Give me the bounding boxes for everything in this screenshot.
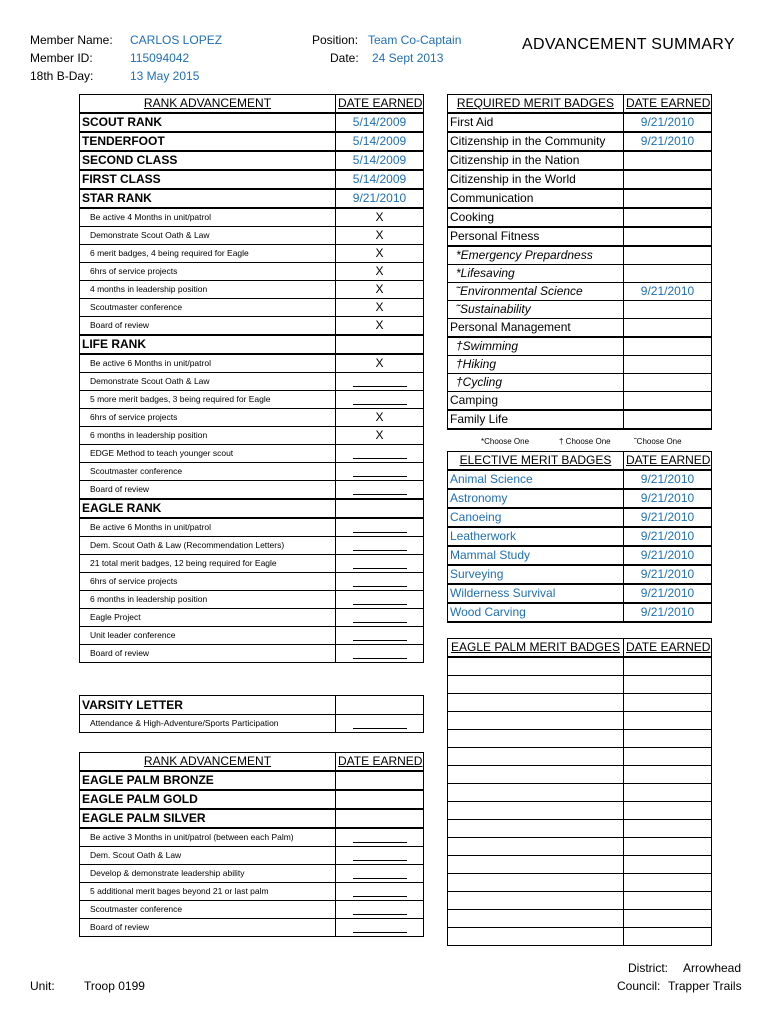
star-req-label: 4 months in leadership position <box>80 281 336 299</box>
palm-badge-date[interactable] <box>624 748 712 766</box>
blank-line <box>353 522 407 533</box>
blank-line <box>353 376 407 387</box>
date-col-header: DATE EARNED <box>336 95 424 114</box>
required-badge-date[interactable] <box>624 265 712 283</box>
palm-badge-date[interactable] <box>624 657 712 676</box>
star-req-label: Be active 4 Months in unit/patrol <box>80 208 336 227</box>
palm-badge-label[interactable] <box>448 910 624 928</box>
palm-badge-date[interactable] <box>624 838 712 856</box>
palm-badge-date[interactable] <box>624 766 712 784</box>
unit-label: Unit: <box>30 979 55 993</box>
eagle-req-label: Eagle Project <box>80 609 336 627</box>
elective-badge-label: Wilderness Survival <box>448 584 624 603</box>
varsity-letter-blank[interactable] <box>336 715 424 733</box>
rank-row-date[interactable]: 5/14/2009 <box>336 170 424 189</box>
required-badge-label: Citizenship in the World <box>448 170 624 189</box>
palm-badge-label[interactable] <box>448 802 624 820</box>
palm-badge-date[interactable] <box>624 712 712 730</box>
palm-badge-date[interactable] <box>624 928 712 946</box>
star-req-mark[interactable]: X <box>336 317 424 336</box>
blank-line <box>353 648 407 659</box>
required-badge-label: *Lifesaving <box>448 265 624 283</box>
life-req-mark[interactable]: X <box>336 409 424 427</box>
eagle-req-blank[interactable] <box>336 627 424 645</box>
elective-badge-label: Canoeing <box>448 508 624 527</box>
elective-badge-date[interactable]: 9/21/2010 <box>624 489 712 508</box>
birthday-label: 18th B-Day: <box>30 69 94 83</box>
required-date-col-header: DATE EARNED <box>624 95 712 114</box>
choose-note-dagger: † Choose One <box>559 437 611 446</box>
member-name-label: Member Name: <box>30 33 113 47</box>
required-badge-date[interactable] <box>624 246 712 265</box>
member-name-value: CARLOS LOPEZ <box>130 33 223 47</box>
choose-note-star: *Choose One <box>481 437 530 446</box>
palm-rank-label: EAGLE PALM SILVER <box>80 809 336 828</box>
member-id-label: Member ID: <box>30 51 93 65</box>
eagle-palm-merit-badges-table <box>447 638 712 946</box>
blank-line <box>353 576 407 587</box>
required-badge-date[interactable] <box>624 170 712 189</box>
blank-line <box>353 832 407 843</box>
required-badge-label: *Emergency Prepardness <box>448 246 624 265</box>
elective-badge-date[interactable]: 9/21/2010 <box>624 508 712 527</box>
required-badge-label: Personal Fitness <box>448 227 624 246</box>
palm-req-label: Be active 3 Months in unit/patrol (between each Palm) <box>80 828 336 847</box>
required-badge-date[interactable] <box>624 227 712 246</box>
life-req-label: Board of review <box>80 481 336 500</box>
palm-badge-label[interactable] <box>448 748 624 766</box>
eagle-req-blank[interactable] <box>336 609 424 627</box>
star-req-mark[interactable]: X <box>336 227 424 245</box>
rank-row-label: TENDERFOOT <box>80 132 336 151</box>
blank-line <box>353 922 407 933</box>
palm-badge-label[interactable] <box>448 694 624 712</box>
elective-badge-label: Animal Science <box>448 470 624 489</box>
elective-col-header: ELECTIVE MERIT BADGES <box>448 452 624 471</box>
required-badge-date[interactable] <box>624 301 712 319</box>
eagle-req-label: Dem. Scout Oath & Law (Recommendation Letters) <box>80 537 336 555</box>
blank-line <box>353 394 407 405</box>
rank-row-label: STAR RANK <box>80 189 336 208</box>
palm-req-label: Board of review <box>80 919 336 937</box>
eagle-req-blank[interactable] <box>336 591 424 609</box>
elective-badge-date[interactable]: 9/21/2010 <box>624 565 712 584</box>
position-value: Team Co-Captain <box>368 33 462 47</box>
palm-badge-date[interactable] <box>624 874 712 892</box>
required-badge-date[interactable] <box>624 356 712 374</box>
blank-line <box>353 868 407 879</box>
life-req-label: 6hrs of service projects <box>80 409 336 427</box>
eagle-rank-date[interactable] <box>336 499 424 518</box>
life-req-label: Be active 6 Months in unit/patrol <box>80 354 336 373</box>
required-badge-label: †Hiking <box>448 356 624 374</box>
date-label: Date: <box>330 51 359 65</box>
palm-date-col-header-right: DATE EARNED <box>624 639 712 658</box>
palm-rank-label: EAGLE PALM GOLD <box>80 790 336 809</box>
palm-req-blank[interactable] <box>336 828 424 847</box>
required-badge-label: Personal Management <box>448 319 624 338</box>
required-col-header: REQUIRED MERIT BADGES <box>448 95 624 114</box>
required-badge-label: Communication <box>448 189 624 208</box>
eagle-req-label: Board of review <box>80 645 336 663</box>
palm-badge-date[interactable] <box>624 910 712 928</box>
life-rank-label: LIFE RANK <box>80 335 336 354</box>
required-badge-label: Cooking <box>448 208 624 227</box>
life-req-label: Scoutmaster conference <box>80 463 336 481</box>
palm-req-blank[interactable] <box>336 847 424 865</box>
blank-line <box>353 886 407 897</box>
required-merit-badges-table <box>447 94 712 430</box>
elective-badge-label: Mammal Study <box>448 546 624 565</box>
required-badge-date[interactable]: 9/21/2010 <box>624 132 712 151</box>
rank-row-label: SCOUT RANK <box>80 113 336 132</box>
required-badge-label: †Cycling <box>448 374 624 392</box>
palm-badge-date[interactable] <box>624 676 712 694</box>
required-badge-label: ˜Sustainability <box>448 301 624 319</box>
life-req-mark[interactable]: X <box>336 354 424 373</box>
varsity-letter-req: Attendance & High-Adventure/Sports Participation <box>80 715 336 733</box>
elective-badge-date[interactable]: 9/21/2010 <box>624 603 712 622</box>
elective-badge-date[interactable]: 9/21/2010 <box>624 470 712 489</box>
life-req-blank[interactable] <box>336 445 424 463</box>
palm-badge-date[interactable] <box>624 784 712 802</box>
palm-col-header: EAGLE PALM MERIT BADGES <box>448 639 624 658</box>
eagle-req-label: Unit leader conference <box>80 627 336 645</box>
palm-badge-date[interactable] <box>624 694 712 712</box>
eagle-rank-label: EAGLE RANK <box>80 499 336 518</box>
varsity-letter-label: VARSITY LETTER <box>80 696 336 715</box>
palm-req-blank[interactable] <box>336 901 424 919</box>
palm-badge-label[interactable] <box>448 766 624 784</box>
life-req-label: 6 months in leadership position <box>80 427 336 445</box>
elective-badge-date[interactable]: 9/21/2010 <box>624 546 712 565</box>
palm-badge-label[interactable] <box>448 892 624 910</box>
palm-badge-label[interactable] <box>448 820 624 838</box>
star-req-label: 6 merit badges, 4 being required for Eagle <box>80 245 336 263</box>
required-badge-date[interactable] <box>624 208 712 227</box>
star-req-mark[interactable]: X <box>336 299 424 317</box>
varsity-letter-date[interactable] <box>336 696 424 715</box>
required-badge-label: Citizenship in the Nation <box>448 151 624 170</box>
palm-req-label: Dem. Scout Oath & Law <box>80 847 336 865</box>
elective-badge-date[interactable]: 9/21/2010 <box>624 584 712 603</box>
star-req-label: Demonstrate Scout Oath & Law <box>80 227 336 245</box>
blank-line <box>353 540 407 551</box>
palm-badge-label[interactable] <box>448 657 624 676</box>
eagle-req-label: Be active 6 Months in unit/patrol <box>80 518 336 537</box>
position-label: Position: <box>312 33 359 47</box>
palm-badge-date[interactable] <box>624 856 712 874</box>
member-id-value: 115094042 <box>130 51 190 65</box>
star-req-mark[interactable]: X <box>336 263 424 281</box>
palm-req-blank[interactable] <box>336 919 424 937</box>
palm-req-blank[interactable] <box>336 865 424 883</box>
council-label: Council: <box>617 979 661 993</box>
palm-badge-label[interactable] <box>448 874 624 892</box>
eagle-req-label: 6hrs of service projects <box>80 573 336 591</box>
blank-line <box>353 484 407 495</box>
rank-advancement-table <box>79 94 424 663</box>
rank-row-date[interactable]: 5/14/2009 <box>336 113 424 132</box>
eagle-req-label: 21 total merit badges, 12 being required for Eagle <box>80 555 336 573</box>
eagle-req-blank[interactable] <box>336 537 424 555</box>
elective-badge-label: Leatherwork <box>448 527 624 546</box>
rank-row-label: FIRST CLASS <box>80 170 336 189</box>
required-badge-label: ˜Environmental Science <box>448 283 624 301</box>
blank-line <box>353 850 407 861</box>
page-title: ADVANCEMENT SUMMARY <box>522 36 735 53</box>
blank-line <box>353 904 407 915</box>
required-badge-date[interactable]: 9/21/2010 <box>624 283 712 301</box>
required-badge-date[interactable] <box>624 319 712 338</box>
star-req-mark[interactable]: X <box>336 208 424 227</box>
palm-rank-col-header: RANK ADVANCEMENT <box>80 753 336 772</box>
birthday-value: 13 May 2015 <box>130 69 200 83</box>
eagle-req-blank[interactable] <box>336 573 424 591</box>
life-req-blank[interactable] <box>336 391 424 409</box>
required-badge-label: Family Life <box>448 410 624 429</box>
palm-badge-label[interactable] <box>448 712 624 730</box>
palm-req-label: Develop & demonstrate leadership ability <box>80 865 336 883</box>
life-req-blank[interactable] <box>336 373 424 391</box>
required-badge-date[interactable] <box>624 189 712 208</box>
council-value: Trapper Trails <box>668 979 742 993</box>
palm-badge-date[interactable] <box>624 892 712 910</box>
required-badge-date[interactable] <box>624 151 712 170</box>
palm-badge-date[interactable] <box>624 802 712 820</box>
required-badge-date[interactable] <box>624 410 712 429</box>
life-req-blank[interactable] <box>336 463 424 481</box>
rank-row-date[interactable]: 9/21/2010 <box>336 189 424 208</box>
required-badge-label: Citizenship in the Community <box>448 132 624 151</box>
required-badge-label: Camping <box>448 392 624 411</box>
palm-rank-date[interactable] <box>336 771 424 790</box>
date-value: 24 Sept 2013 <box>372 51 444 65</box>
unit-value: Troop 0199 <box>84 979 145 993</box>
palm-badge-label[interactable] <box>448 838 624 856</box>
palm-badge-label[interactable] <box>448 730 624 748</box>
star-req-mark[interactable]: X <box>336 281 424 299</box>
blank-line <box>353 466 407 477</box>
required-badge-date[interactable] <box>624 392 712 411</box>
blank-line <box>353 594 407 605</box>
palm-rank-table <box>79 752 424 937</box>
required-badge-label: First Aid <box>448 113 624 132</box>
elective-badge-label: Astronomy <box>448 489 624 508</box>
palm-req-label: Scoutmaster conference <box>80 901 336 919</box>
palm-badge-label[interactable] <box>448 856 624 874</box>
elective-badge-label: Wood Carving <box>448 603 624 622</box>
district-label: District: <box>628 961 668 975</box>
rank-row-date[interactable]: 5/14/2009 <box>336 132 424 151</box>
life-req-blank[interactable] <box>336 481 424 500</box>
life-req-label: EDGE Method to teach younger scout <box>80 445 336 463</box>
rank-col-header: RANK ADVANCEMENT <box>80 95 336 114</box>
eagle-req-blank[interactable] <box>336 555 424 573</box>
elective-merit-badges-table <box>447 451 712 623</box>
life-req-label: 5 more merit badges, 3 being required for Eagle <box>80 391 336 409</box>
life-rank-date[interactable] <box>336 335 424 354</box>
palm-badge-date[interactable] <box>624 730 712 748</box>
blank-line <box>353 612 407 623</box>
eagle-req-blank[interactable] <box>336 518 424 537</box>
palm-date-col-header: DATE EARNED <box>336 753 424 772</box>
palm-rank-date[interactable] <box>336 809 424 828</box>
district-value: Arrowhead <box>683 961 742 975</box>
eagle-req-blank[interactable] <box>336 645 424 663</box>
palm-rank-date[interactable] <box>336 790 424 809</box>
palm-badge-label[interactable] <box>448 928 624 946</box>
palm-badge-label[interactable] <box>448 784 624 802</box>
required-badge-date[interactable] <box>624 337 712 356</box>
life-req-mark[interactable]: X <box>336 427 424 445</box>
palm-req-blank[interactable] <box>336 883 424 901</box>
elective-date-col-header: DATE EARNED <box>624 452 712 471</box>
required-badge-date[interactable]: 9/21/2010 <box>624 113 712 132</box>
star-req-label: Board of review <box>80 317 336 336</box>
palm-badge-date[interactable] <box>624 820 712 838</box>
star-req-label: Scoutmaster conference <box>80 299 336 317</box>
required-badge-date[interactable] <box>624 374 712 392</box>
blank-line <box>353 448 407 459</box>
required-badge-label: †Swimming <box>448 337 624 356</box>
life-req-label: Demonstrate Scout Oath & Law <box>80 373 336 391</box>
varsity-letter-table <box>79 695 424 733</box>
elective-badge-label: Surveying <box>448 565 624 584</box>
palm-badge-label[interactable] <box>448 676 624 694</box>
blank-line <box>353 630 407 641</box>
blank-line <box>353 558 407 569</box>
rank-row-label: SECOND CLASS <box>80 151 336 170</box>
star-req-mark[interactable]: X <box>336 245 424 263</box>
palm-rank-label: EAGLE PALM BRONZE <box>80 771 336 790</box>
choose-note-tilde: ˜Choose One <box>634 437 682 446</box>
rank-row-date[interactable]: 5/14/2009 <box>336 151 424 170</box>
eagle-req-label: 6 months in leadership position <box>80 591 336 609</box>
palm-req-label: 5 additional merit bages beyond 21 or last palm <box>80 883 336 901</box>
elective-badge-date[interactable]: 9/21/2010 <box>624 527 712 546</box>
star-req-label: 6hrs of service projects <box>80 263 336 281</box>
